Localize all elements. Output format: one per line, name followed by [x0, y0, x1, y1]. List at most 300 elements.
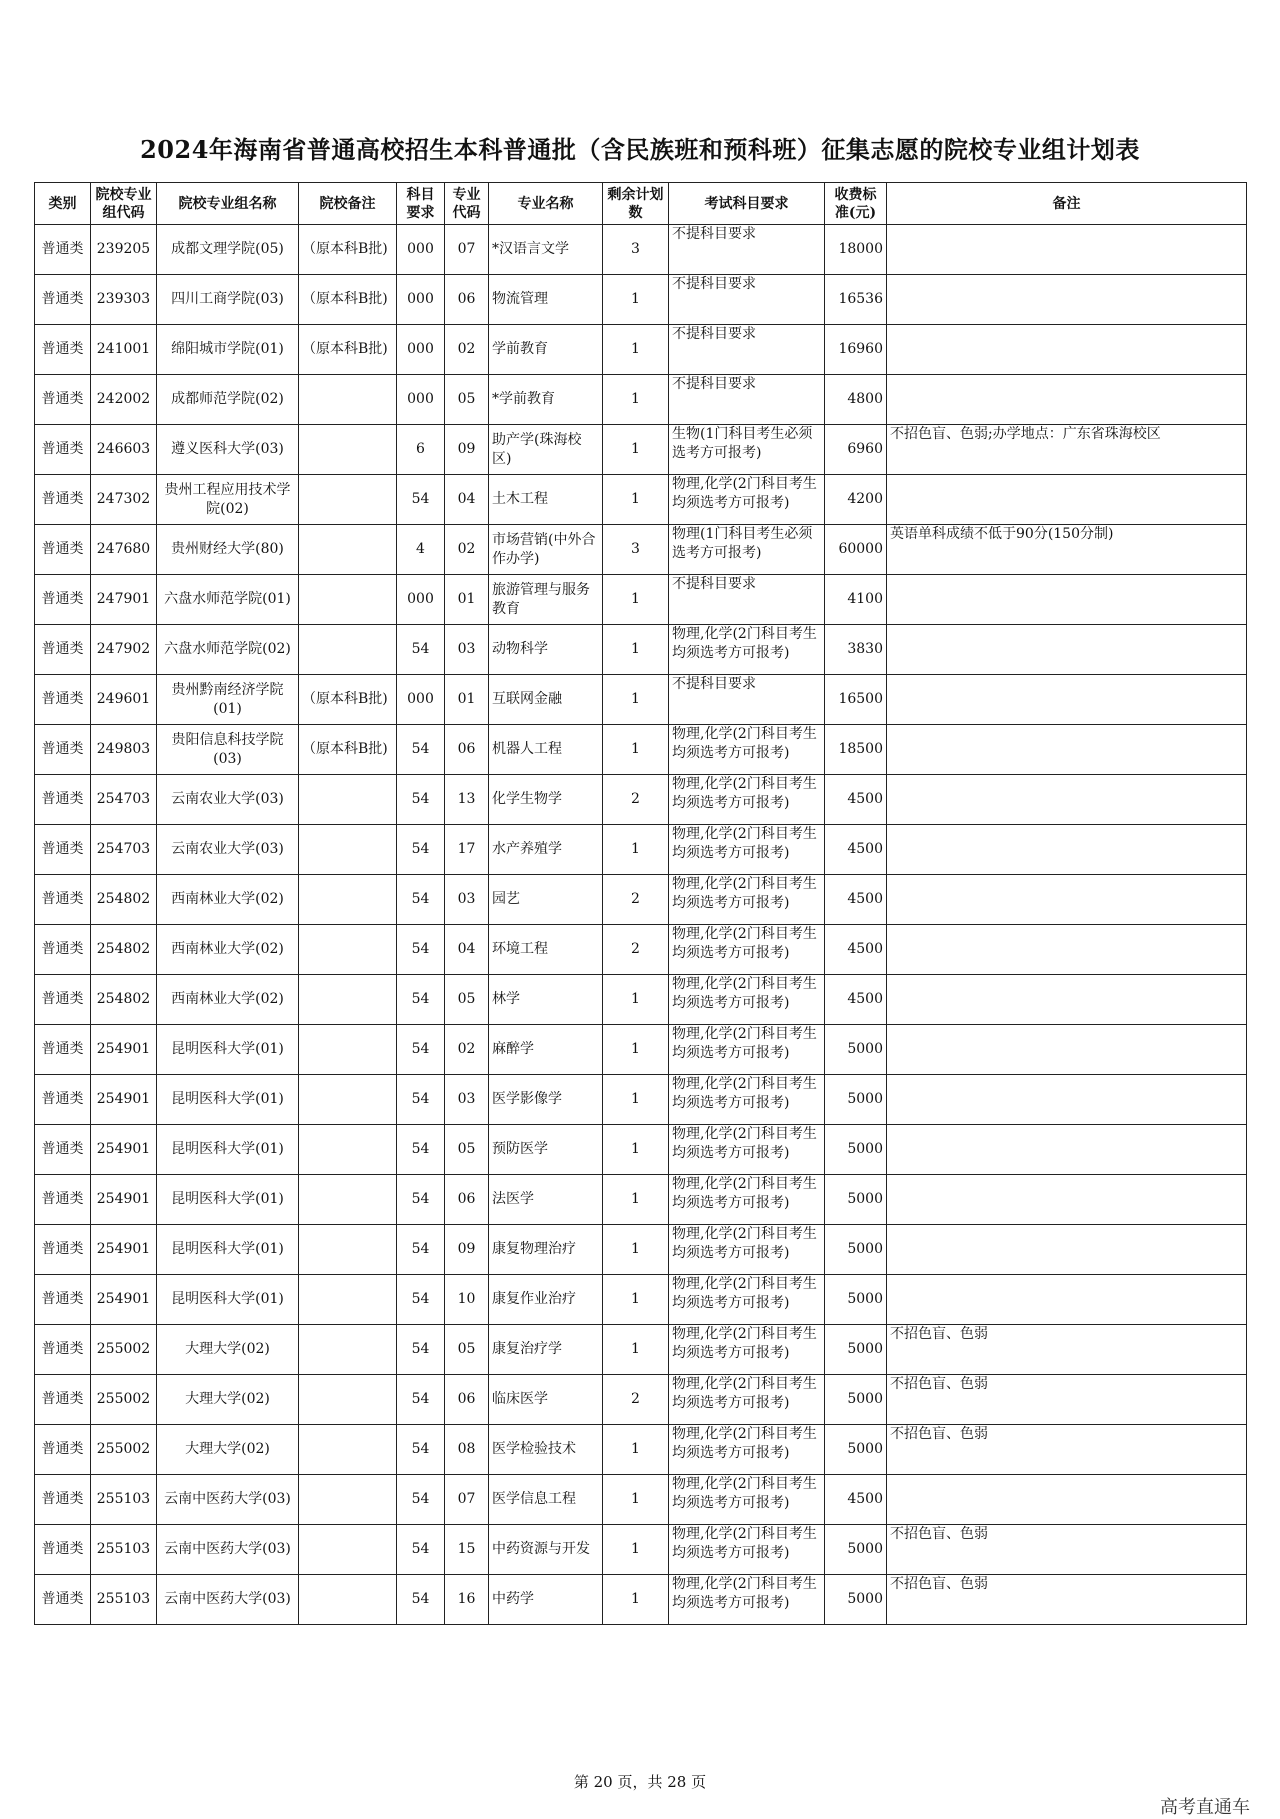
fee-cell: 5000	[825, 1525, 887, 1575]
fee-cell: 4800	[825, 375, 887, 425]
remaining-cell: 1	[603, 1525, 669, 1575]
category-cell: 普通类	[35, 775, 91, 825]
fee-cell: 5000	[825, 1125, 887, 1175]
group-name-cell: 大理大学(02)	[157, 1425, 299, 1475]
remarks-cell: 不招色盲、色弱	[887, 1425, 1247, 1475]
subject-req-cell: 000	[397, 575, 445, 625]
table-row	[35, 1575, 1247, 1625]
group-name-cell: 贵州黔南经济学院(01)	[157, 675, 299, 725]
group-name-cell: 昆明医科大学(01)	[157, 1275, 299, 1325]
exam-req-cell	[669, 1575, 825, 1625]
header-row	[35, 183, 1247, 225]
major-code-cell: 05	[445, 1125, 489, 1175]
major-code-cell: 02	[445, 1025, 489, 1075]
table-row	[35, 1475, 1247, 1525]
subject-req-cell: 54	[397, 975, 445, 1025]
group-name-cell: 昆明医科大学(01)	[157, 1025, 299, 1075]
major-code-cell: 03	[445, 875, 489, 925]
major-code-cell: 09	[445, 425, 489, 475]
category-cell: 普通类	[35, 1425, 91, 1475]
major-code-cell: 02	[445, 325, 489, 375]
fee-cell: 5000	[825, 1325, 887, 1375]
subject-req-cell: 54	[397, 1025, 445, 1075]
exam-req-cell	[669, 925, 825, 975]
school-note-cell	[299, 1225, 397, 1275]
exam-req-text: 物理,化学(2门科目考生均须选考方可报考)	[672, 876, 817, 911]
remarks-cell	[887, 725, 1247, 775]
exam-req-text: 物理,化学(2门科目考生均须选考方可报考)	[672, 1176, 817, 1211]
table-row	[35, 1225, 1247, 1275]
exam-req-text: 物理,化学(2门科目考生均须选考方可报考)	[672, 1026, 817, 1061]
major-code-cell: 04	[445, 475, 489, 525]
exam-req-text: 物理,化学(2门科目考生均须选考方可报考)	[672, 776, 817, 811]
table-row	[35, 525, 1247, 575]
table-row	[35, 575, 1247, 625]
group-name-cell: 绵阳城市学院(01)	[157, 325, 299, 375]
category-cell: 普通类	[35, 575, 91, 625]
subject-req-cell: 54	[397, 1525, 445, 1575]
table-row	[35, 375, 1247, 425]
exam-req-text: 不提科目要求	[672, 676, 756, 692]
exam-req-text: 物理,化学(2门科目考生均须选考方可报考)	[672, 826, 817, 861]
subject-req-cell: 000	[397, 275, 445, 325]
exam-req-cell	[669, 675, 825, 725]
category-cell: 普通类	[35, 1125, 91, 1175]
table-row	[35, 1375, 1247, 1425]
group-name-cell: 云南中医药大学(03)	[157, 1575, 299, 1625]
fee-cell: 5000	[825, 1425, 887, 1475]
remaining-cell: 3	[603, 225, 669, 275]
exam-req-text: 物理,化学(2门科目考生均须选考方可报考)	[672, 1476, 817, 1511]
major-name-cell: 互联网金融	[489, 675, 603, 725]
remaining-cell: 2	[603, 1375, 669, 1425]
remaining-cell: 1	[603, 375, 669, 425]
remarks-cell	[887, 575, 1247, 625]
exam-req-cell	[669, 1075, 825, 1125]
fee-cell: 16536	[825, 275, 887, 325]
group-code-cell: 254802	[91, 875, 157, 925]
school-note-cell: （原本科B批)	[299, 275, 397, 325]
major-name-cell: 助产学(珠海校区)	[489, 425, 603, 475]
group-code-cell: 242002	[91, 375, 157, 425]
group-code-cell: 255002	[91, 1325, 157, 1375]
school-note-cell	[299, 575, 397, 625]
remarks-cell	[887, 1225, 1247, 1275]
major-name-cell: 物流管理	[489, 275, 603, 325]
group-code-cell: 255002	[91, 1375, 157, 1425]
exam-req-cell	[669, 1225, 825, 1275]
category-cell: 普通类	[35, 525, 91, 575]
fee-cell: 16960	[825, 325, 887, 375]
remarks-cell	[887, 925, 1247, 975]
major-code-cell: 06	[445, 275, 489, 325]
remaining-cell: 1	[603, 275, 669, 325]
group-code-cell: 254703	[91, 775, 157, 825]
remarks-cell	[887, 275, 1247, 325]
subject-req-cell: 54	[397, 875, 445, 925]
exam-req-cell	[669, 525, 825, 575]
remaining-cell: 1	[603, 625, 669, 675]
fee-cell: 4500	[825, 975, 887, 1025]
exam-req-text: 不提科目要求	[672, 326, 756, 342]
table-row	[35, 625, 1247, 675]
subject-req-cell: 54	[397, 1425, 445, 1475]
col-header-subject-req: 科目要求	[397, 183, 445, 225]
remaining-cell: 1	[603, 1325, 669, 1375]
table-row	[35, 1275, 1247, 1325]
exam-req-cell	[669, 725, 825, 775]
exam-req-cell	[669, 775, 825, 825]
major-code-cell: 15	[445, 1525, 489, 1575]
major-code-cell: 02	[445, 525, 489, 575]
remarks-cell	[887, 1475, 1247, 1525]
major-code-cell: 17	[445, 825, 489, 875]
subject-req-cell: 54	[397, 1125, 445, 1175]
group-code-cell: 254901	[91, 1075, 157, 1125]
category-cell: 普通类	[35, 325, 91, 375]
exam-req-cell	[669, 1175, 825, 1225]
fee-cell: 18500	[825, 725, 887, 775]
fee-cell: 4500	[825, 825, 887, 875]
group-name-cell: 大理大学(02)	[157, 1375, 299, 1425]
page-number: 第 20 页，共 28 页	[573, 1773, 707, 1791]
major-name-cell: 化学生物学	[489, 775, 603, 825]
major-name-cell: 水产养殖学	[489, 825, 603, 875]
category-cell: 普通类	[35, 925, 91, 975]
remarks-cell: 英语单科成绩不低于90分(150分制)	[887, 525, 1247, 575]
school-note-cell: （原本科B批)	[299, 675, 397, 725]
major-code-cell: 03	[445, 1075, 489, 1125]
category-cell: 普通类	[35, 1375, 91, 1425]
col-header-remaining: 剩余计划数	[603, 183, 669, 225]
exam-req-cell	[669, 1125, 825, 1175]
remarks-cell: 不招色盲、色弱	[887, 1575, 1247, 1625]
remarks-cell	[887, 325, 1247, 375]
group-code-cell: 255002	[91, 1425, 157, 1475]
major-name-cell: 预防医学	[489, 1125, 603, 1175]
school-note-cell	[299, 425, 397, 475]
school-note-cell	[299, 925, 397, 975]
group-name-cell: 贵阳信息科技学院(03)	[157, 725, 299, 775]
exam-req-text: 物理,化学(2门科目考生均须选考方可报考)	[672, 626, 817, 661]
table-row	[35, 775, 1247, 825]
exam-req-cell	[669, 275, 825, 325]
exam-req-cell	[669, 625, 825, 675]
subject-req-cell: 000	[397, 325, 445, 375]
school-note-cell	[299, 825, 397, 875]
category-cell: 普通类	[35, 425, 91, 475]
major-code-cell: 03	[445, 625, 489, 675]
group-code-cell: 246603	[91, 425, 157, 475]
fee-cell: 4100	[825, 575, 887, 625]
group-name-cell: 四川工商学院(03)	[157, 275, 299, 325]
table-row	[35, 1175, 1247, 1225]
category-cell: 普通类	[35, 625, 91, 675]
school-note-cell	[299, 1375, 397, 1425]
remarks-cell: 不招色盲、色弱	[887, 1375, 1247, 1425]
remarks-cell	[887, 475, 1247, 525]
major-name-cell: 法医学	[489, 1175, 603, 1225]
fee-cell: 60000	[825, 525, 887, 575]
group-code-cell: 255103	[91, 1575, 157, 1625]
fee-cell: 5000	[825, 1575, 887, 1625]
table-row	[35, 975, 1247, 1025]
major-name-cell: *汉语言文学	[489, 225, 603, 275]
exam-req-text: 物理,化学(2门科目考生均须选考方可报考)	[672, 976, 817, 1011]
fee-cell: 4500	[825, 1475, 887, 1525]
subject-req-cell: 54	[397, 1075, 445, 1125]
major-code-cell: 07	[445, 1475, 489, 1525]
category-cell: 普通类	[35, 1575, 91, 1625]
remarks-cell	[887, 825, 1247, 875]
plan-table	[34, 182, 1247, 1625]
group-name-cell: 云南农业大学(03)	[157, 825, 299, 875]
group-code-cell: 254901	[91, 1175, 157, 1225]
group-code-cell: 247302	[91, 475, 157, 525]
category-cell: 普通类	[35, 1525, 91, 1575]
table-row	[35, 475, 1247, 525]
major-name-cell: 医学影像学	[489, 1075, 603, 1125]
exam-req-text: 物理,化学(2门科目考生均须选考方可报考)	[672, 926, 817, 961]
subject-req-cell: 000	[397, 675, 445, 725]
major-name-cell: 医学检验技术	[489, 1425, 603, 1475]
school-note-cell	[299, 1275, 397, 1325]
exam-req-cell	[669, 375, 825, 425]
major-name-cell: 医学信息工程	[489, 1475, 603, 1525]
major-code-cell: 06	[445, 725, 489, 775]
fee-cell: 5000	[825, 1375, 887, 1425]
remarks-cell	[887, 675, 1247, 725]
group-name-cell: 成都师范学院(02)	[157, 375, 299, 425]
major-code-cell: 01	[445, 575, 489, 625]
major-name-cell: 临床医学	[489, 1375, 603, 1425]
table-row	[35, 925, 1247, 975]
subject-req-cell: 4	[397, 525, 445, 575]
page-title: 2024年海南省普通高校招生本科普通批（含民族班和预科班）征集志愿的院校专业组计划表	[140, 135, 1140, 164]
remaining-cell: 1	[603, 675, 669, 725]
major-name-cell: 环境工程	[489, 925, 603, 975]
major-name-cell: 林学	[489, 975, 603, 1025]
major-code-cell: 06	[445, 1375, 489, 1425]
group-code-cell: 239303	[91, 275, 157, 325]
subject-req-cell: 54	[397, 1275, 445, 1325]
remarks-cell: 不招色盲、色弱;办学地点：广东省珠海校区	[887, 425, 1247, 475]
table-row	[35, 875, 1247, 925]
exam-req-text: 物理(1门科目考生必须选考方可报考)	[672, 526, 813, 561]
remaining-cell: 1	[603, 425, 669, 475]
col-header-remarks: 备注	[887, 183, 1247, 225]
group-name-cell: 昆明医科大学(01)	[157, 1125, 299, 1175]
exam-req-text: 物理,化学(2门科目考生均须选考方可报考)	[672, 1126, 817, 1161]
col-header-group-name: 院校专业组名称	[157, 183, 299, 225]
remarks-cell	[887, 225, 1247, 275]
group-code-cell: 254901	[91, 1125, 157, 1175]
table-row	[35, 1425, 1247, 1475]
exam-req-text: 物理,化学(2门科目考生均须选考方可报考)	[672, 1326, 817, 1361]
exam-req-cell	[669, 1375, 825, 1425]
fee-cell: 5000	[825, 1025, 887, 1075]
remarks-cell	[887, 1275, 1247, 1325]
school-note-cell	[299, 1125, 397, 1175]
table-row	[35, 825, 1247, 875]
table-row	[35, 675, 1247, 725]
remaining-cell: 1	[603, 1125, 669, 1175]
category-cell: 普通类	[35, 375, 91, 425]
remaining-cell: 1	[603, 1475, 669, 1525]
remarks-cell	[887, 1125, 1247, 1175]
watermark-text: 高考直通车	[1160, 1797, 1250, 1818]
school-note-cell	[299, 1575, 397, 1625]
exam-req-cell	[669, 1425, 825, 1475]
exam-req-text: 物理,化学(2门科目考生均须选考方可报考)	[672, 1526, 817, 1561]
col-header-category: 类别	[35, 183, 91, 225]
major-name-cell: 市场营销(中外合作办学)	[489, 525, 603, 575]
major-code-cell: 05	[445, 975, 489, 1025]
exam-req-cell	[669, 1475, 825, 1525]
school-note-cell	[299, 1075, 397, 1125]
group-name-cell: 贵州工程应用技术学院(02)	[157, 475, 299, 525]
remarks-cell: 不招色盲、色弱	[887, 1325, 1247, 1375]
remaining-cell: 1	[603, 1075, 669, 1125]
category-cell: 普通类	[35, 1225, 91, 1275]
remaining-cell: 1	[603, 1575, 669, 1625]
table-row	[35, 225, 1247, 275]
group-name-cell: 成都文理学院(05)	[157, 225, 299, 275]
table-row	[35, 1075, 1247, 1125]
group-code-cell: 254802	[91, 925, 157, 975]
table-row	[35, 325, 1247, 375]
exam-req-text: 物理,化学(2门科目考生均须选考方可报考)	[672, 726, 817, 761]
subject-req-cell: 6	[397, 425, 445, 475]
remaining-cell: 1	[603, 725, 669, 775]
group-name-cell: 云南中医药大学(03)	[157, 1475, 299, 1525]
exam-req-cell	[669, 875, 825, 925]
category-cell: 普通类	[35, 1325, 91, 1375]
category-cell: 普通类	[35, 225, 91, 275]
major-name-cell: *学前教育	[489, 375, 603, 425]
exam-req-text: 物理,化学(2门科目考生均须选考方可报考)	[672, 1276, 817, 1311]
group-code-cell: 247680	[91, 525, 157, 575]
exam-req-text: 物理,化学(2门科目考生均须选考方可报考)	[672, 1226, 817, 1261]
major-code-cell: 05	[445, 375, 489, 425]
fee-cell: 5000	[825, 1225, 887, 1275]
category-cell: 普通类	[35, 975, 91, 1025]
group-name-cell: 六盘水师范学院(02)	[157, 625, 299, 675]
subject-req-cell: 54	[397, 1175, 445, 1225]
subject-req-cell: 54	[397, 1325, 445, 1375]
school-note-cell	[299, 525, 397, 575]
category-cell: 普通类	[35, 1175, 91, 1225]
remaining-cell: 1	[603, 975, 669, 1025]
group-name-cell: 六盘水师范学院(01)	[157, 575, 299, 625]
category-cell: 普通类	[35, 275, 91, 325]
school-note-cell	[299, 975, 397, 1025]
group-name-cell: 遵义医科大学(03)	[157, 425, 299, 475]
group-name-cell: 昆明医科大学(01)	[157, 1175, 299, 1225]
school-note-cell	[299, 1525, 397, 1575]
remarks-cell	[887, 1025, 1247, 1075]
remarks-cell	[887, 975, 1247, 1025]
category-cell: 普通类	[35, 1075, 91, 1125]
school-note-cell	[299, 1175, 397, 1225]
group-code-cell: 249601	[91, 675, 157, 725]
group-code-cell: 254802	[91, 975, 157, 1025]
remaining-cell: 1	[603, 1425, 669, 1475]
subject-req-cell: 54	[397, 625, 445, 675]
category-cell: 普通类	[35, 1475, 91, 1525]
major-code-cell: 10	[445, 1275, 489, 1325]
category-cell: 普通类	[35, 675, 91, 725]
major-code-cell: 05	[445, 1325, 489, 1375]
exam-req-cell	[669, 825, 825, 875]
group-name-cell: 昆明医科大学(01)	[157, 1225, 299, 1275]
major-code-cell: 06	[445, 1175, 489, 1225]
subject-req-cell: 54	[397, 475, 445, 525]
group-name-cell: 昆明医科大学(01)	[157, 1075, 299, 1125]
exam-req-cell	[669, 975, 825, 1025]
major-code-cell: 04	[445, 925, 489, 975]
remaining-cell: 1	[603, 1275, 669, 1325]
remaining-cell: 3	[603, 525, 669, 575]
school-note-cell	[299, 375, 397, 425]
group-code-cell: 254901	[91, 1275, 157, 1325]
exam-req-cell	[669, 225, 825, 275]
major-name-cell: 康复物理治疗	[489, 1225, 603, 1275]
exam-req-text: 不提科目要求	[672, 576, 756, 592]
fee-cell: 4500	[825, 875, 887, 925]
major-name-cell: 麻醉学	[489, 1025, 603, 1075]
group-code-cell: 254901	[91, 1025, 157, 1075]
subject-req-cell: 54	[397, 1575, 445, 1625]
group-code-cell: 255103	[91, 1475, 157, 1525]
subject-req-cell: 54	[397, 825, 445, 875]
fee-cell: 5000	[825, 1075, 887, 1125]
col-header-school-note: 院校备注	[299, 183, 397, 225]
fee-cell: 3830	[825, 625, 887, 675]
col-header-major-code: 专业代码	[445, 183, 489, 225]
table-row	[35, 1025, 1247, 1075]
subject-req-cell: 000	[397, 375, 445, 425]
fee-cell: 4500	[825, 925, 887, 975]
major-name-cell: 中药学	[489, 1575, 603, 1625]
remaining-cell: 2	[603, 875, 669, 925]
group-code-cell: 255103	[91, 1525, 157, 1575]
table-body	[35, 225, 1247, 1625]
group-name-cell: 西南林业大学(02)	[157, 975, 299, 1025]
remaining-cell: 1	[603, 1225, 669, 1275]
major-name-cell: 中药资源与开发	[489, 1525, 603, 1575]
exam-req-text: 生物(1门科目考生必须选考方可报考)	[672, 426, 813, 461]
group-name-cell: 贵州财经大学(80)	[157, 525, 299, 575]
school-note-cell	[299, 625, 397, 675]
exam-req-cell	[669, 425, 825, 475]
remarks-cell	[887, 775, 1247, 825]
school-note-cell	[299, 1425, 397, 1475]
group-name-cell: 云南农业大学(03)	[157, 775, 299, 825]
col-header-fee: 收费标准(元)	[825, 183, 887, 225]
category-cell: 普通类	[35, 825, 91, 875]
major-name-cell: 动物科学	[489, 625, 603, 675]
major-code-cell: 08	[445, 1425, 489, 1475]
group-code-cell: 247902	[91, 625, 157, 675]
remaining-cell: 1	[603, 825, 669, 875]
major-name-cell: 康复治疗学	[489, 1325, 603, 1375]
remarks-cell	[887, 1175, 1247, 1225]
group-code-cell: 254703	[91, 825, 157, 875]
exam-req-cell	[669, 1025, 825, 1075]
group-code-cell: 249803	[91, 725, 157, 775]
school-note-cell	[299, 475, 397, 525]
